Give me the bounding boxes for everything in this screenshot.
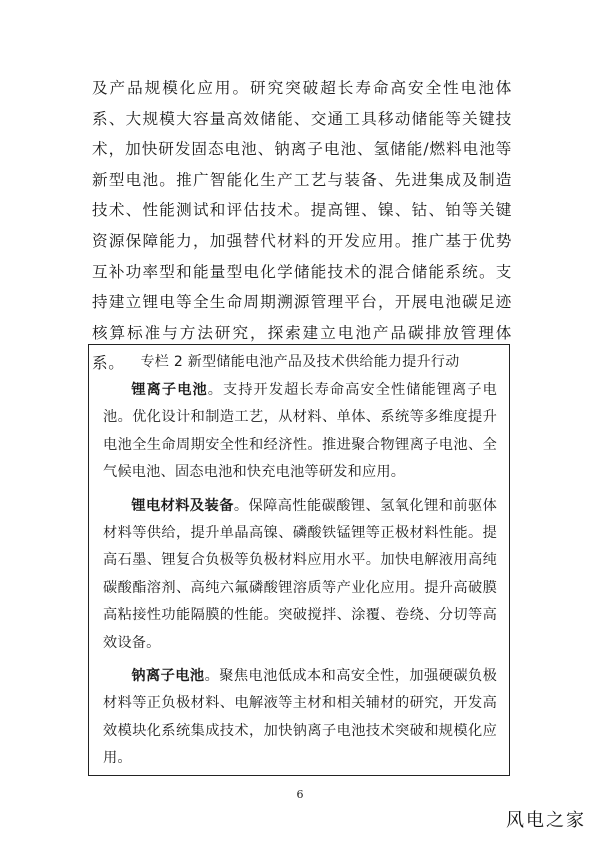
text-materials: 。保障高性能碳酸锂、氢氧化锂和前驱体材料等供给，提升单晶高镍、磷酸铁锰锂等正极材料性能。提高石墨、锂复合负极等负极材料应用水平。加快电解液用高纯碳酸酯溶剂、高纯六氟磷酸锂溶质等产业化应用。提升高破膜高粘接性功能隔膜的性能。突破搅拌、涂覆、卷绕、分切等高效设备。 bbox=[103, 497, 497, 651]
column-box bbox=[88, 344, 510, 776]
page-number: 6 bbox=[296, 788, 304, 801]
text-lithium-ion: 。支持开发超长寿命高安全性储能锂离子电池。优化设计和制造工艺，从材料、单体、系统等多维度提升电池全生命周期安全性和经济性。推进聚合物锂离子电池、全气候电池、固态电池和快充电池等研发和应用。 bbox=[103, 382, 497, 481]
text-sodium-ion: 。聚焦电池低成本和高安全性，加强硬碳负极材料等正负极材料、电解液等主材和相关辅材的研究，开发高效模块化系统集成技术，加快钠离子电池技术突破和规模化应用。 bbox=[103, 668, 497, 767]
watermark: 风电之家 bbox=[506, 810, 586, 831]
box-paragraph-sodium-ion bbox=[103, 663, 497, 773]
term-materials: 锂电材料及装备 bbox=[131, 497, 234, 514]
intro-paragraph: 及产品规模化应用。研究突破超长寿命高安全性电池体系、大规模大容量高效储能、交通工具移动储能等关键技术，加快研发固态电池、钠离子电池、氢储能/燃料电池等新型电池。推广智能化生产工艺与装备、先进集成及制造技术、性能测试和评估技术。提高锂、镍、钴、铂等关键资源保障能力，加强替代材料的开发应用。推广基于优势互补功率型和能量型电化学储能技术的混合储能系统。支持建立锂电等全生命周期溯源管理平台，开展电池碳足迹核算标准与方法研究，探索建立电池产品碳排放管理体系。 bbox=[92, 79, 512, 373]
term-sodium-ion: 钠离子电池 bbox=[131, 668, 205, 685]
box-title: 专栏 2 新型储能电池产品及技术供给能力提升行动 bbox=[140, 354, 460, 370]
box-paragraph-lithium-ion bbox=[103, 377, 497, 487]
term-lithium-ion: 锂离子电池 bbox=[131, 382, 208, 398]
box-paragraph-materials bbox=[103, 493, 497, 657]
